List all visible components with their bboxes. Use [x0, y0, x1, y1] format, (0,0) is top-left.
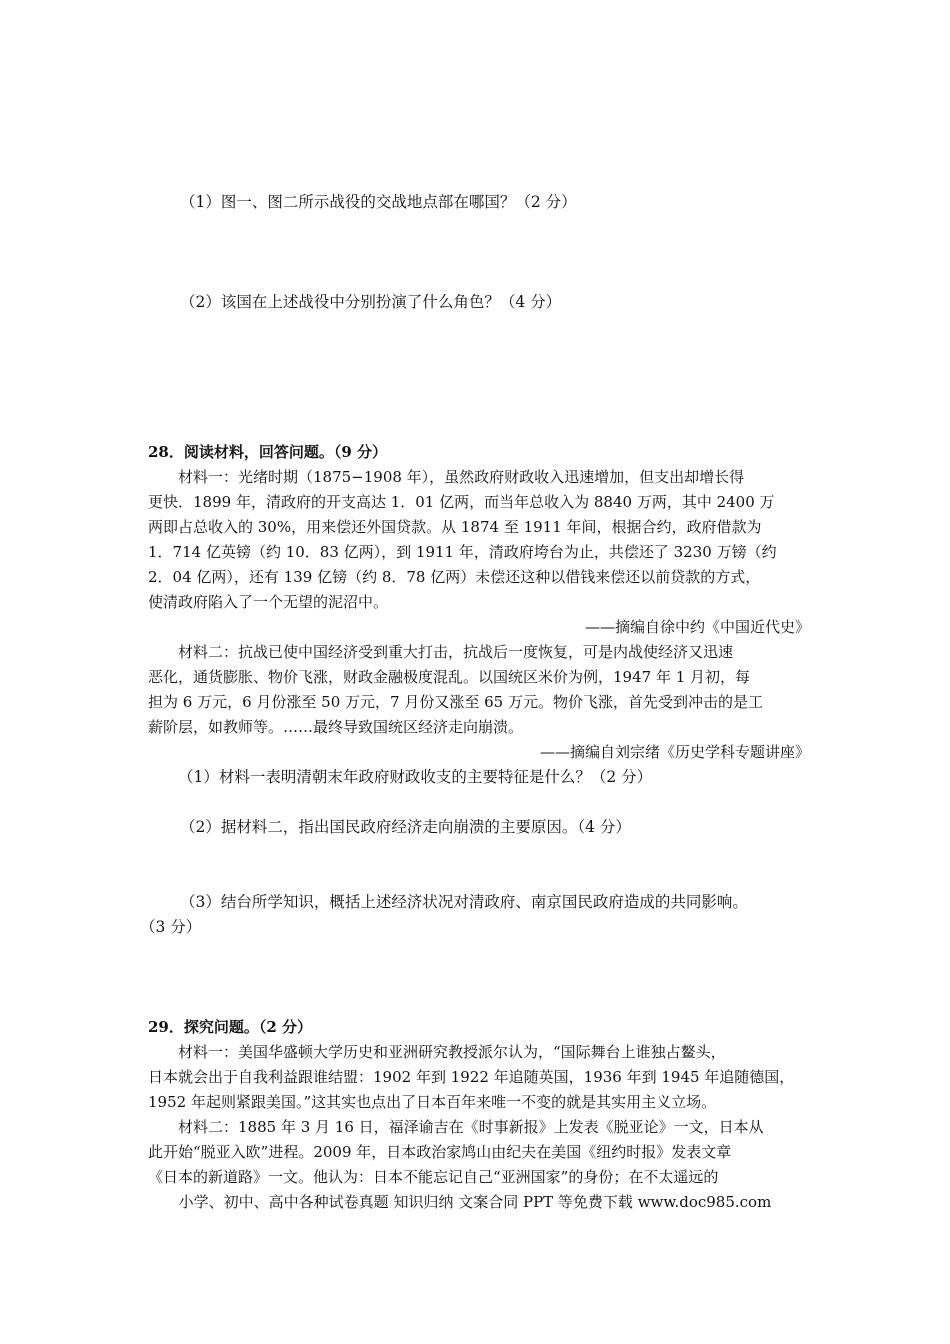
q29-line: 《日本的新道路》一文。他认为：日本不能忘记自己“亚洲国家”的身份；在不太遥远的: [148, 1168, 719, 1186]
q28-m1-line: 更快．1899 年，清政府的开支高达 1．01 亿两，而当年总收入为 8840 万两，其中 2400 万: [148, 493, 775, 511]
q29-line: 此开始“脱亚入欧”进程。2009 年，日本政治家鸠山由纪夫在美国《纽约时报》发表文章: [148, 1143, 732, 1161]
q28-m2-line: 担为 6 万元，6 月份涨至 50 万元，7 月份又涨至 65 万元。物价飞涨，首先受到冲击的是工: [148, 693, 763, 711]
q28-m2-line: 薪阶层，如教师等。……最终导致国统区经济走向崩溃。: [148, 718, 524, 736]
q29-line: 材料二：1885 年 3 月 16 日，福泽谕吉在《时事新报》上发表《脱亚论》一文，日本从: [178, 1118, 764, 1136]
question-prev-1: （1）图一、图二所示战役的交战地点部在哪国？（2 分）: [180, 193, 577, 211]
q28-m2-line: 恶化，通货膨胀、物价飞涨，财政金融极度混乱。以国统区米价为例，1947 年 1 月初，每: [148, 668, 751, 686]
q28-m1-line: 两即占总收入的 30%，用来偿还外国贷款。从 1874 至 1911 年间，根据合约，政府借款为: [148, 518, 762, 536]
q29-heading: 29．探究问题。（2 分）: [148, 1018, 313, 1036]
q28-m1-source: ——摘编自徐中约《中国近代史》: [584, 618, 810, 636]
q28-m1-line: 材料一：光绪时期（1875−1908 年），虽然政府财政收入迅速增加，但支出却增长得: [178, 468, 745, 486]
q28-sub-3: （3）结台所学知识，概括上述经济状况对清政府、南京国民政府造成的共同影响。: [180, 893, 748, 911]
q28-sub-2: （2）据材料二，指出国民政府经济走向崩溃的主要原因。（4 分）: [180, 818, 631, 836]
q29-line: 1952 年起则紧跟美国。”这其实也点出了日本百年来唯一不变的就是其实用主义立场。: [148, 1093, 717, 1111]
q28-sub-1: （1）材料一表明清朝末年政府财政收支的主要特征是什么？（2 分）: [178, 768, 653, 786]
footer: 小学、初中、高中各种试卷真题 知识归纳 文案合同 PPT 等免费下载 www.doc985.com: [178, 1193, 772, 1211]
q28-heading: 28．阅读材料，回答问题。（9 分）: [148, 443, 388, 461]
q28-m1-line: 1．714 亿英镑（约 10．83 亿两），到 1911 年，清政府垮台为止，共偿还了 3230 万镑（约: [148, 543, 777, 561]
q28-m2-source: ——摘编自刘宗绪《历史学科专题讲座》: [539, 743, 810, 761]
q28-m2-line: 材料二：抗战已使中国经济受到重大打击，抗战后一度恢复，可是内战使经济又迅速: [178, 643, 734, 661]
question-prev-2: （2）该国在上述战役中分别扮演了什么角色？（4 分）: [180, 293, 562, 311]
q28-m1-line: 2．04 亿两），还有 139 亿镑（约 8．78 亿两）未偿还这种以借钱来偿还以前贷款的方式，: [148, 568, 761, 586]
q28-sub-3-points: （3 分）: [140, 918, 202, 936]
q29-line: 日本就会出于自我利益跟谁结盟：1902 年到 1922 年追随英国，1936 年到 1945 年追随德国，: [148, 1068, 795, 1086]
q28-m1-line: 使清政府陷入了一个无望的泥沼中。: [148, 593, 389, 611]
q29-line: 材料一：美国华盛顿大学历史和亚洲研究教授派尔认为，“国际舞台上谁独占鳌头，: [178, 1043, 726, 1061]
